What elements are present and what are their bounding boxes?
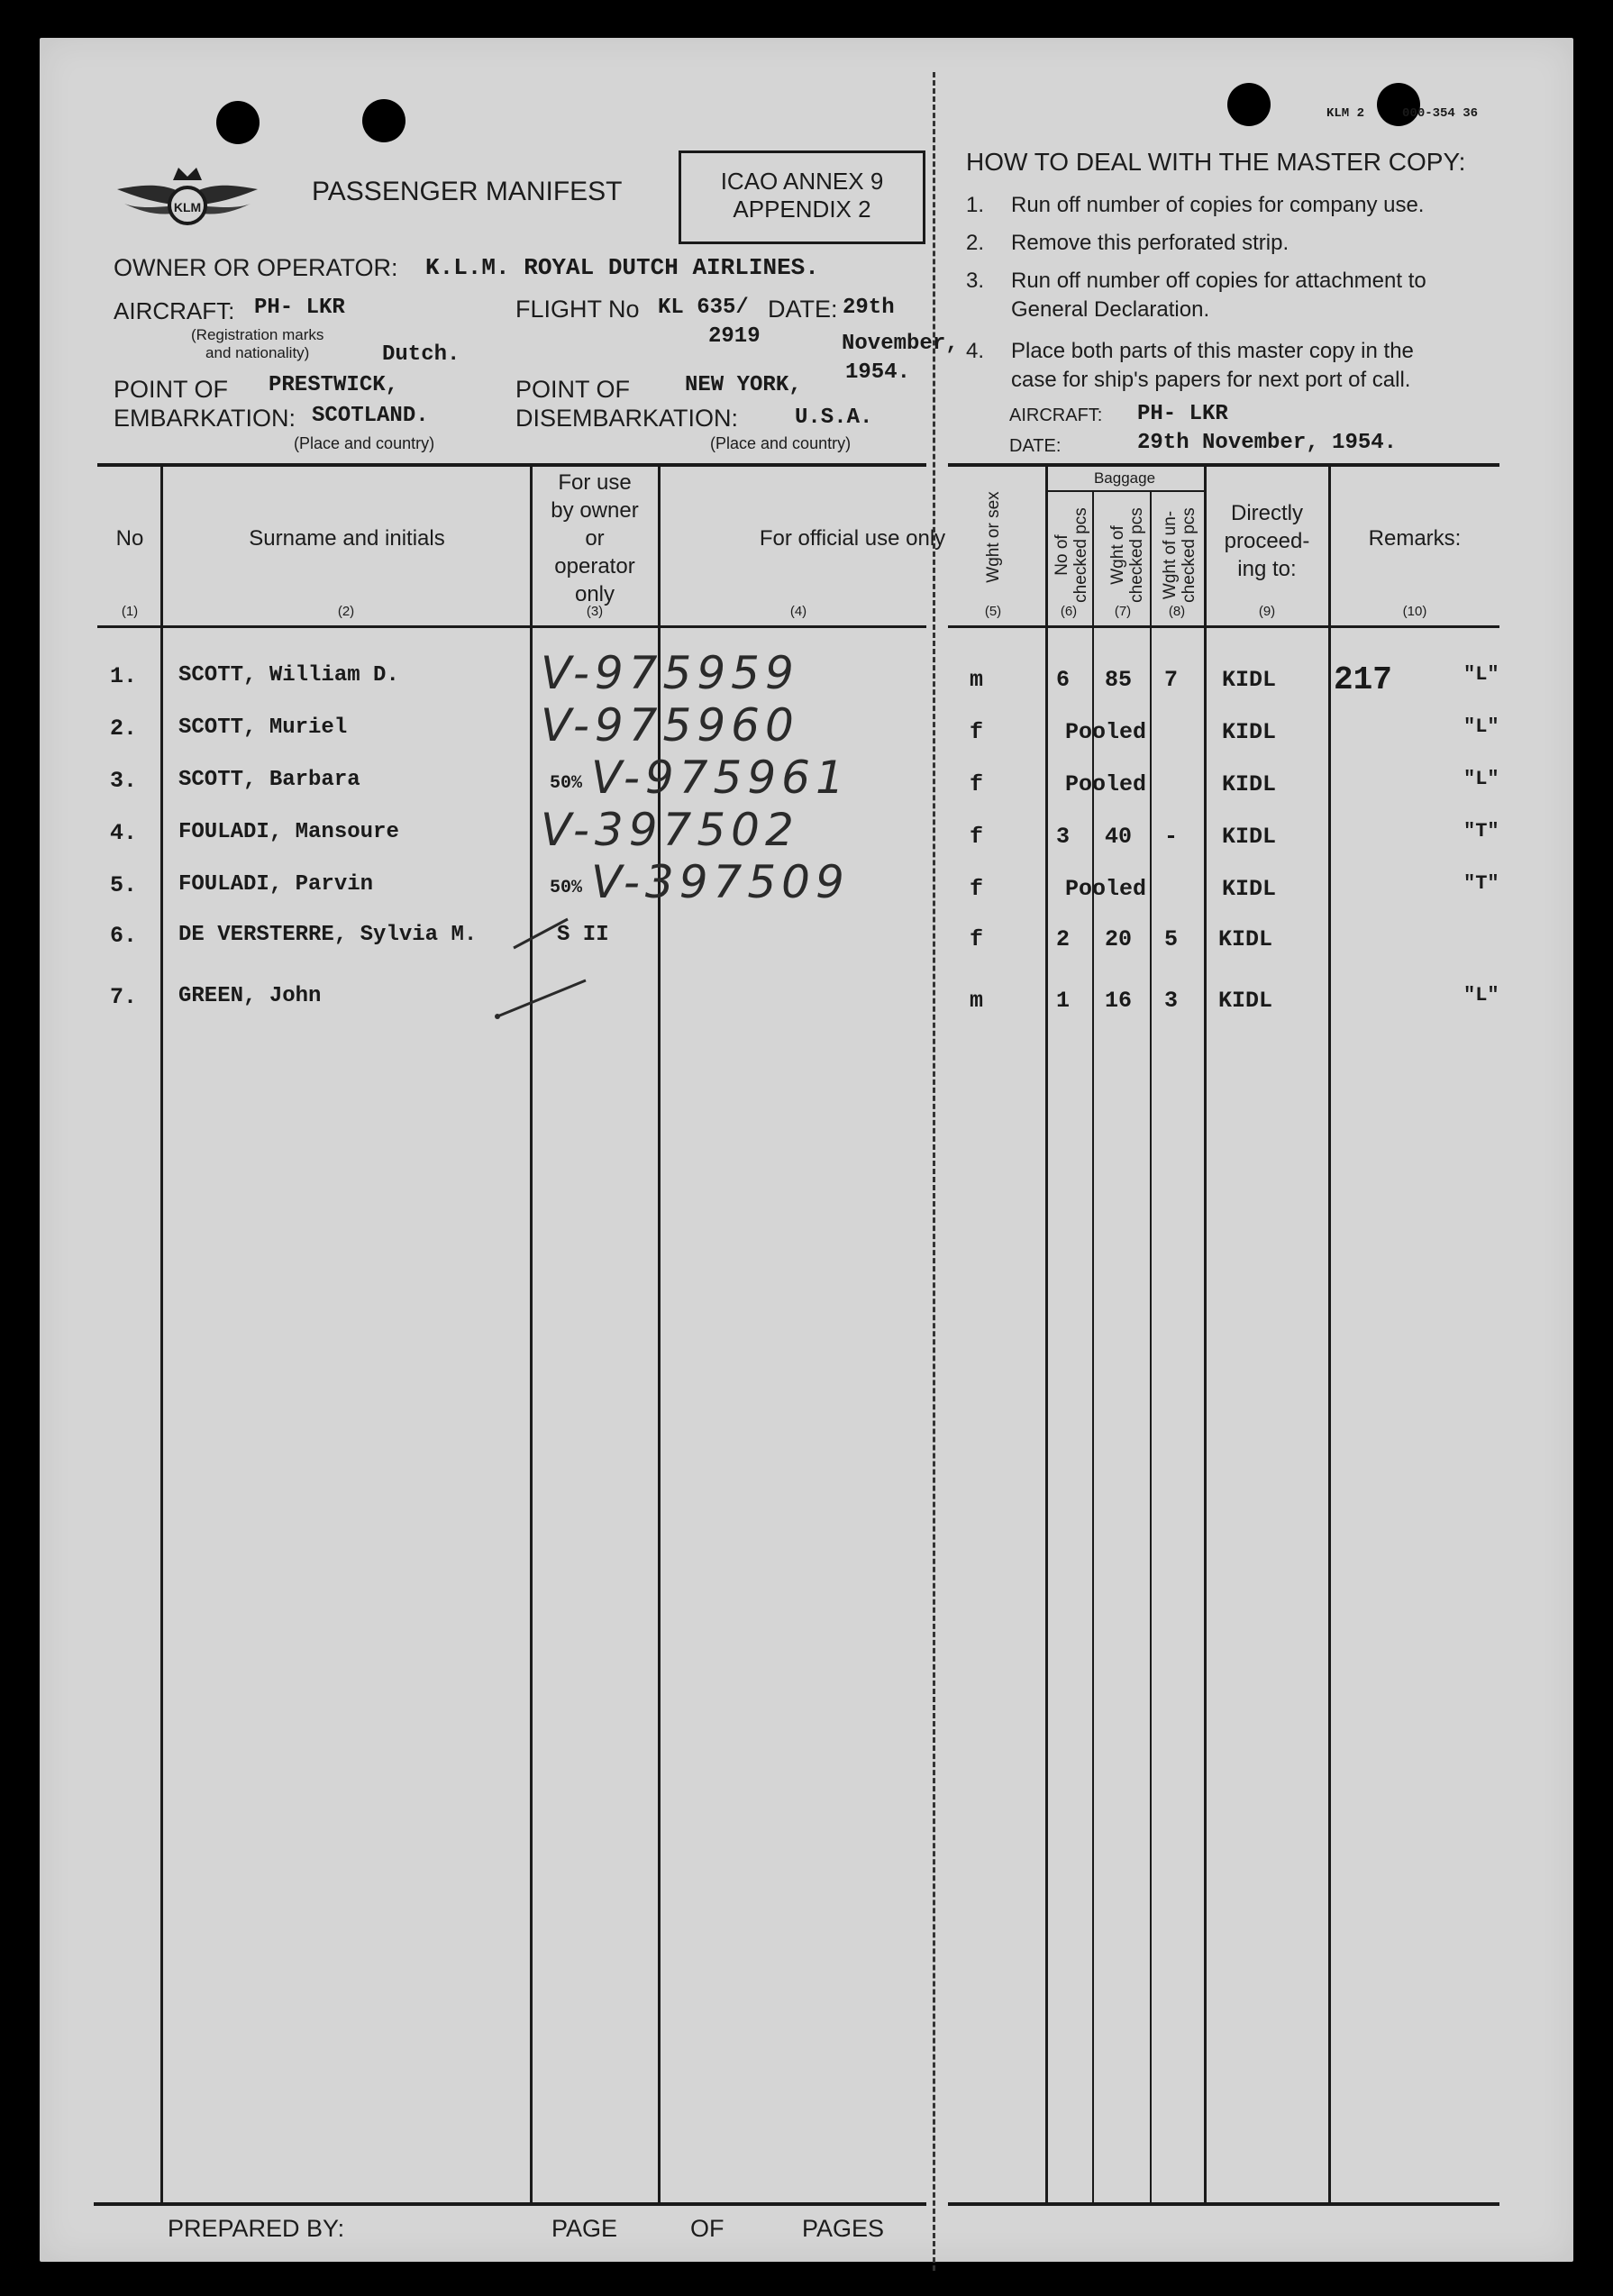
page-label: PAGE (551, 2215, 618, 2242)
sex: f (970, 876, 984, 902)
header-line: Wght of un- (1161, 510, 1180, 600)
header-line: or (585, 526, 605, 551)
official-number: V-975959 (541, 647, 799, 699)
checked-pcs: 3 (1056, 824, 1071, 850)
passenger-name: FOULADI, Mansoure (178, 820, 399, 844)
baggage-divider (1045, 490, 1204, 492)
instruction-text: Remove this perforated strip. (1011, 231, 1289, 255)
pages-label: PAGES (802, 2215, 885, 2242)
table-top-border (97, 463, 926, 467)
column-number: (7) (1114, 604, 1132, 619)
passenger-name: GREEN, John (178, 984, 322, 1008)
remark-code: "L" (1463, 663, 1499, 686)
row-number: 6. (110, 923, 138, 949)
sex: f (970, 824, 984, 850)
col-baggage-header: Baggage (1093, 469, 1156, 487)
check-marks (487, 901, 595, 1036)
right-date-value: 29th November, 1954. (1137, 431, 1398, 455)
owner-use-note: S II (557, 923, 609, 947)
instruction-text: Run off number off copies for attachment to (1011, 269, 1426, 293)
right-aircraft-value: PH- LKR (1137, 402, 1228, 426)
col-official-header: For official use only (759, 526, 946, 551)
header-line: ing to: (1237, 557, 1297, 581)
embarkation-value-2: SCOTLAND. (312, 404, 429, 428)
passenger-name: FOULADI, Parvin (178, 872, 374, 897)
punch-hole (1227, 83, 1271, 126)
header-line: operator (554, 554, 635, 579)
column-number: (9) (1258, 604, 1276, 619)
column-number: (8) (1168, 604, 1186, 619)
col-wght-sex-header: Wght or sex (984, 491, 1003, 583)
passenger-name: SCOTT, Muriel (178, 715, 348, 740)
disembarkation-label: POINT OF DISEMBARKATION: (515, 376, 739, 432)
date-value-2: November, (842, 332, 959, 356)
instruction-text: Run off number of copies for company use. (1011, 193, 1425, 217)
remark-code: "T" (1463, 820, 1499, 843)
remark-number: 217 (1334, 661, 1392, 698)
passenger-name: SCOTT, William D. (178, 663, 399, 688)
col-remarks-header: Remarks: (1368, 526, 1462, 551)
official-number: V-397502 (541, 804, 799, 856)
header-line: Wght of (1108, 525, 1127, 585)
instruction-text: case for ship's papers for next port of call. (1011, 368, 1411, 392)
header-line: only (574, 582, 615, 606)
header-line: No of (1053, 534, 1071, 576)
column-number: (10) (1402, 604, 1427, 619)
flight-value: KL 635/ (658, 296, 749, 320)
checked-weight: 20 (1105, 926, 1133, 952)
date-label: DATE: (768, 296, 838, 323)
row-number: 2. (110, 715, 138, 742)
of-label: OF (690, 2215, 724, 2242)
header-line: checked pcs (1071, 507, 1090, 603)
destination: KIDL (1222, 824, 1277, 850)
disembarkation-sub: (Place and country) (710, 434, 852, 452)
table-row (0, 856, 1613, 908)
table-row (0, 923, 1613, 959)
header-line: Directly (1230, 501, 1303, 525)
col-no-header: No (115, 526, 144, 551)
aircraft-label: AIRCRAFT: (114, 297, 235, 324)
pooled-note: Pooled (1065, 771, 1147, 797)
instruction-text: Place both parts of this master copy in the (1011, 339, 1414, 363)
embarkation-label: POINT OF EMBARKATION: (114, 376, 296, 432)
destination: KIDL (1222, 719, 1277, 745)
instructions-heading: HOW TO DEAL WITH THE MASTER COPY: (966, 148, 1466, 176)
table-row (0, 752, 1613, 804)
passenger-name: SCOTT, Barbara (178, 768, 360, 792)
header-line: For use (558, 470, 632, 495)
remark-code: "T" (1463, 872, 1499, 895)
unchecked-weight: - (1164, 824, 1179, 850)
remark-code: "L" (1463, 768, 1499, 790)
sex: m (970, 988, 984, 1014)
flight-label: FLIGHT No (515, 296, 640, 323)
date-value-1: 29th (843, 296, 895, 320)
header-divider (97, 625, 926, 628)
instruction-number: 1. (966, 193, 985, 217)
destination: KIDL (1222, 667, 1277, 693)
klm-logo (115, 153, 260, 234)
destination: KIDL (1222, 876, 1277, 902)
pooled-note: Pooled (1065, 876, 1147, 902)
col-directly-header (1206, 499, 1328, 583)
header-divider-right (948, 625, 1499, 628)
checked-pcs: 2 (1056, 926, 1071, 952)
right-date-label: DATE: (1009, 436, 1062, 456)
row-number: 3. (110, 768, 138, 794)
destination: KIDL (1218, 988, 1273, 1014)
flight-value-2: 2919 (708, 324, 761, 349)
disembarkation-value-2: U.S.A. (795, 405, 873, 430)
sex: m (970, 667, 984, 693)
date-value-3: 1954. (845, 360, 911, 385)
punch-hole (362, 99, 406, 142)
doc-code: KLM 2 000-354 36 (1326, 106, 1479, 121)
owner-value: K.L.M. ROYAL DUTCH AIRLINES. (425, 254, 819, 281)
checked-weight: 85 (1105, 667, 1133, 693)
row-number: 7. (110, 984, 138, 1010)
checked-pcs: 1 (1056, 988, 1071, 1014)
disembarkation-value-1: NEW YORK, (685, 373, 802, 397)
embarkation-sub: (Place and country) (294, 434, 435, 452)
checked-weight: 40 (1105, 824, 1133, 850)
column-number: (1) (121, 604, 139, 619)
row-number: 1. (110, 663, 138, 689)
sex: f (970, 719, 984, 745)
col-wght-checked-header (1108, 499, 1146, 611)
official-number: V-975960 (541, 699, 799, 752)
table-row (0, 647, 1613, 699)
manifest-title: PASSENGER MANIFEST (312, 177, 623, 206)
table-bottom-border (94, 2202, 926, 2206)
embarkation-value-1: PRESTWICK, (269, 373, 399, 397)
official-number: V-397509 (591, 856, 850, 908)
row-number: 5. (110, 872, 138, 898)
col-checked-pcs-header (1053, 499, 1090, 611)
checked-pcs: 6 (1056, 667, 1071, 693)
remark-code: "L" (1463, 715, 1499, 738)
column-number: (3) (586, 604, 604, 619)
svg-text:KLM: KLM (173, 200, 202, 214)
owner-label: OWNER OR OPERATOR: (114, 254, 398, 281)
header-line: proceed- (1224, 529, 1310, 553)
unchecked-weight: 7 (1164, 667, 1179, 693)
instruction-number: 4. (966, 339, 985, 363)
table-row (0, 699, 1613, 752)
checked-weight: 16 (1105, 988, 1133, 1014)
remark-code: "L" (1463, 984, 1499, 1007)
col-wght-unchecked-header (1161, 499, 1198, 611)
aircraft-value: PH- LKR (254, 296, 345, 320)
passenger-name: DE VERSTERRE, Sylvia M. (178, 923, 478, 947)
aircraft-nationality: Dutch. (382, 342, 460, 367)
table-row (0, 984, 1613, 1020)
sex: f (970, 926, 984, 952)
icao-label: ICAO ANNEX 9 APPENDIX 2 (720, 168, 884, 223)
right-aircraft-label: AIRCRAFT: (1009, 405, 1103, 425)
table-bottom-border-right (948, 2202, 1499, 2206)
table-row (0, 804, 1613, 856)
header-line: by owner (551, 498, 639, 523)
sex: f (970, 771, 984, 797)
destination: KIDL (1222, 771, 1277, 797)
col-surname-header: Surname and initials (249, 526, 445, 551)
owner-use-note: 50% (550, 773, 583, 794)
instruction-text: General Declaration. (1011, 297, 1210, 322)
column-number: (6) (1060, 604, 1078, 619)
destination: KIDL (1218, 926, 1273, 952)
instruction-number: 2. (966, 231, 985, 255)
column-number: (2) (337, 604, 355, 619)
instruction-number: 3. (966, 269, 985, 293)
header-line: checked pcs (1180, 507, 1198, 603)
column-number: (4) (789, 604, 807, 619)
row-number: 4. (110, 820, 138, 846)
table-top-border-right (948, 463, 1499, 467)
unchecked-weight: 5 (1164, 926, 1179, 952)
prepared-by-label: PREPARED BY: (168, 2215, 345, 2242)
pooled-note: Pooled (1065, 719, 1147, 745)
punch-hole (216, 101, 260, 144)
header-line: checked pcs (1127, 507, 1146, 603)
aircraft-sub: (Registration marks and nationality) (191, 326, 324, 361)
perforated-strip-line (933, 72, 935, 2271)
official-number: V-975961 (591, 752, 850, 804)
col-owner-use-header (532, 469, 658, 608)
column-number: (5) (984, 604, 1002, 619)
unchecked-weight: 3 (1164, 988, 1179, 1014)
owner-use-note: 50% (550, 878, 583, 898)
